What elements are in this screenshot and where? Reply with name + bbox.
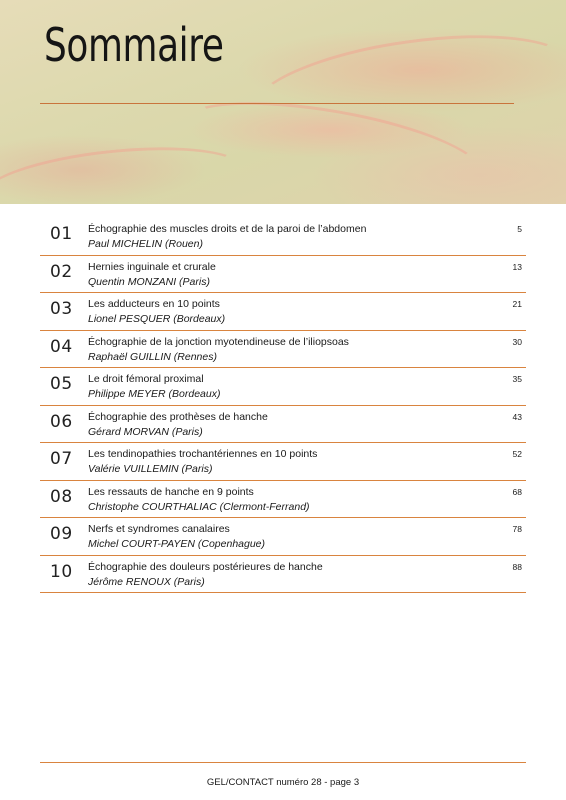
title-divider [40, 103, 514, 104]
entry-author: Lionel PESQUER (Bordeaux) [88, 313, 226, 325]
entry-number: 01 [50, 224, 73, 244]
entry-title: Nerfs et syndromes canalaires [88, 523, 230, 535]
entry-title: Échographie des prothèses de hanche [88, 410, 268, 423]
entry-author: Gérard MORVAN (Paris) [88, 425, 203, 438]
entry-page: 52 [512, 449, 522, 459]
entry-number: 07 [50, 449, 73, 469]
entry-author: Jérôme RENOUX (Paris) [88, 575, 205, 588]
entry-number: 09 [50, 524, 73, 544]
entry-number: 10 [50, 561, 73, 582]
footer-divider [40, 762, 526, 763]
entry-page: 68 [512, 486, 522, 497]
toc-entry[interactable] [40, 256, 526, 294]
entry-author: Valérie VUILLEMIN (Paris) [88, 463, 213, 475]
table-of-contents [40, 218, 526, 593]
entry-number: 08 [50, 486, 73, 507]
entry-page: 35 [512, 374, 522, 384]
toc-entry[interactable] [40, 481, 526, 519]
entry-title: Échographie des douleurs postérieures de hanche [88, 560, 323, 573]
entry-number: 02 [50, 261, 73, 282]
entry-title: Échographie des muscles droits et de la paroi de l’abdomen [88, 223, 367, 235]
entry-number: 06 [50, 411, 73, 432]
entry-author: Christophe COURTHALIAC (Clermont-Ferrand) [88, 500, 310, 513]
entry-title: Les ressauts de hanche en 9 points [88, 485, 254, 498]
toc-entry[interactable] [40, 331, 526, 369]
entry-author: Michel COURT-PAYEN (Copenhague) [88, 538, 266, 550]
entry-author: Quentin MONZANI (Paris) [88, 275, 210, 288]
toc-entry[interactable] [40, 368, 526, 406]
entry-page: 78 [512, 524, 522, 534]
toc-entry[interactable] [40, 218, 526, 256]
decorative-swirl [0, 136, 249, 229]
entry-page: 5 [517, 224, 522, 234]
entry-title: Échographie de la jonction myotendineuse de l’iliopsoas [88, 335, 349, 348]
entry-number: 05 [50, 374, 73, 394]
entry-page: 21 [512, 299, 522, 309]
toc-entry[interactable] [40, 518, 526, 556]
toc-entry[interactable] [40, 443, 526, 481]
page-title: Sommaire [44, 18, 224, 72]
entry-title: Hernies inguinale et crurale [88, 260, 216, 273]
page-footer: GEL/CONTACT numéro 28 - page 3 [206, 777, 360, 788]
toc-entry[interactable] [40, 293, 526, 331]
entry-number: 04 [50, 336, 73, 357]
entry-author: Raphaël GUILLIN (Rennes) [88, 350, 217, 363]
header-banner [0, 0, 566, 204]
entry-number: 03 [50, 299, 73, 319]
entry-page: 43 [512, 411, 522, 422]
entry-title: Les tendinopathies trochantériennes en 10 points [88, 448, 318, 460]
toc-entry[interactable] [40, 556, 526, 594]
entry-author: Philippe MEYER (Bordeaux) [88, 388, 221, 400]
entry-page: 88 [512, 561, 522, 572]
entry-title: Les adducteurs en 10 points [88, 298, 220, 310]
entry-title: Le droit fémoral proximal [88, 373, 204, 385]
toc-entry[interactable] [40, 406, 526, 444]
entry-page: 30 [512, 336, 522, 347]
entry-author: Paul MICHELIN (Rouen) [88, 238, 203, 250]
entry-page: 13 [512, 261, 522, 272]
